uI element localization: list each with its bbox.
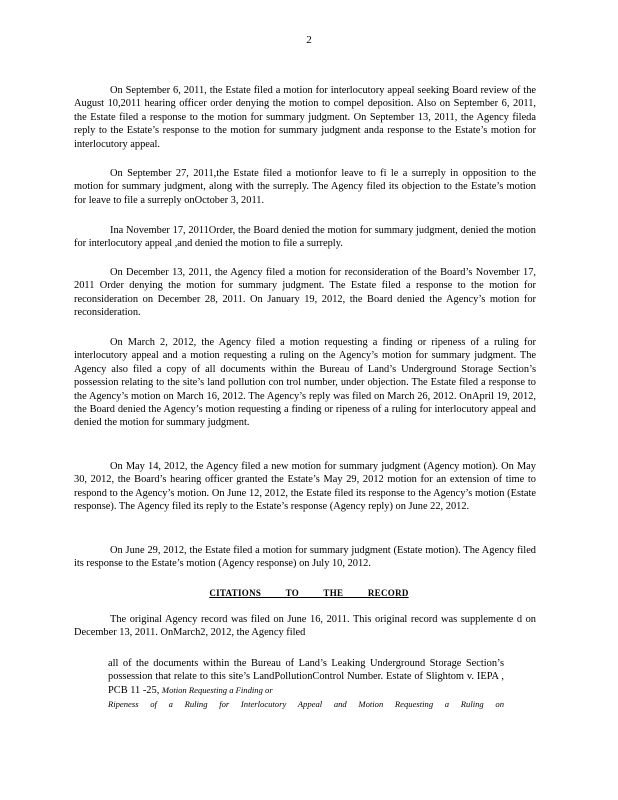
section-heading-text: CITATIONS TO THE RECORD xyxy=(209,588,409,598)
quote-italic-tail: Motion Requesting a Finding or xyxy=(161,684,273,695)
paragraph-3: Ina November 17, 2011Order, the Board denied the motion for summary judgment, denied the motion for interlocutory appeal ,and denied the motion to file a surreply. xyxy=(74,225,536,250)
quote-block-text: all of the documents within the Bureau of Land’s Leaking Underground Storage Section’s possession that relate to this site’s LandPollutionControl Number. Estate of Slightom v. IEPA , PCB 11 -25, xyxy=(108,658,504,696)
paragraph-6: On May 14, 2012, the Agency filed a new motion for summary judgment (Agency motion). On May 30, 2012, the Board’s hearing officer granted the Estate’s May 29, 2012 motion for an extension of time to respond to the Agency’s motion. On June 12, 2012, the Estate filed its response to the Agency’s motion (Estate response). The Agency filed its reply to the Estate’s response (Agency reply) on June 22, 2012. xyxy=(74,461,536,513)
paragraph-5: On March 2, 2012, the Agency filed a motion requesting a finding or ripeness of a ruling for interlocutory appeal and a motion requesting a ruling on the Agency’s motion for summary judgment. The Agency also filed a copy of all documents within the Bureau of Land’s Underground Storage Section’s possession relating to the site’s land pollution con trol number, under objection. The Estate filed a response to the Agency’s motion on March 16, 2012. The Agency’s reply was filed on March 26, 2012. OnApril 19, 2012, the Board denied the Agency’s motion requesting a finding or ripeness of a ruling for interlocutory appeal and denied the motion for summary judgment. xyxy=(74,337,536,429)
record-paragraph: The original Agency record was filed on June 16, 2011. This original record was supplemente d on December 13, 2011. OnMarch2, 2012, the Agency filed xyxy=(74,614,536,639)
section-heading xyxy=(0,587,618,600)
paragraph-1: On September 6, 2011, the Estate filed a motion for interlocutory appeal seeking Board review of the August 10,2011 hearing officer order denying the motion to compel deposition. Also on September 6, 2011, the Estate filed a response to the motion for summary judgment. On September 13, 2011, the Agency fileda reply to the Estate’s response to the motion for summary judgment anda response to the Estate’s motion for interlocutory appeal. xyxy=(74,85,536,150)
paragraph-4: On December 13, 2011, the Agency filed a motion for reconsideration of the Board’s November 17, 2011 Order denying the motion for summary judgment. The Estate filed a response to the motion for reconsideration on December 28, 2011. On January 19, 2012, the Board denied the Agency’s motion for reconsideration. xyxy=(74,267,536,319)
paragraph-2: On September 27, 2011,the Estate filed a motionfor leave to fi le a surreply in opposition to the motion for summary judgment, along with the surreply. The Agency filed its objection to the Estate’s motion for leave to file a surreply onOctober 3, 2011. xyxy=(74,168,536,206)
page-number: 2 xyxy=(306,34,312,46)
quote-block xyxy=(108,657,504,697)
paragraph-7: On June 29, 2012, the Estate filed a motion for summary judgment (Estate motion). The Agency filed its response to the Estate’s motion (Agency response) on July 10, 2012. xyxy=(74,545,536,570)
quote-last-line: Ripeness of a Ruling for Interlocutory Appeal and Motion Requesting a Ruling on xyxy=(108,699,504,709)
